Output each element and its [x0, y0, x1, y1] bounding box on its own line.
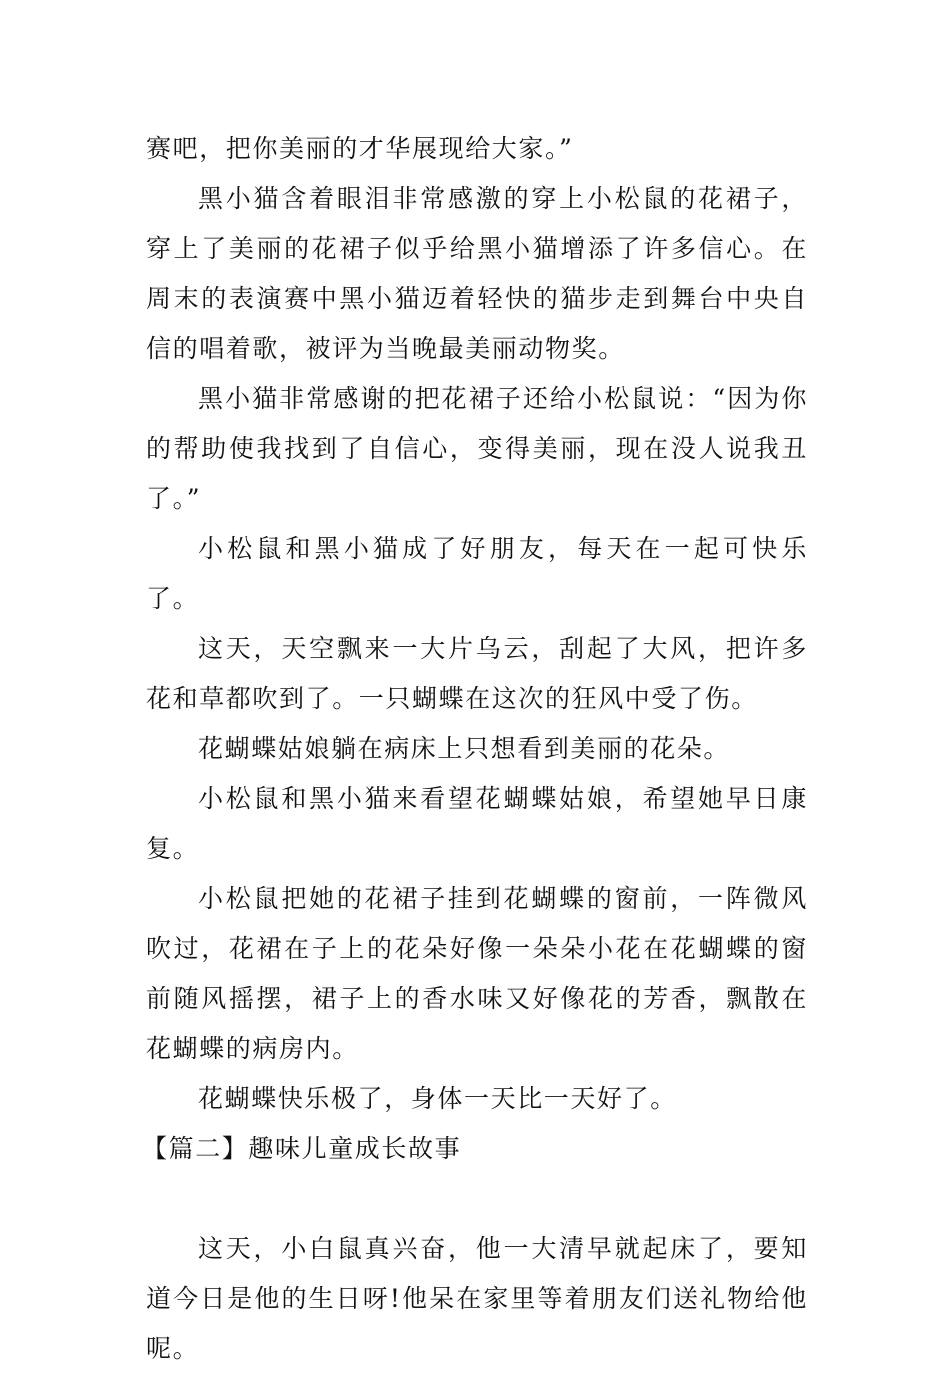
paragraph: 花蝴蝶姑娘躺在病床上只想看到美丽的花朵。	[198, 734, 731, 763]
paragraph: 小松鼠把她的花裙子挂到花蝴蝶的窗前，一阵微风吹过，花裙在子上的花朵好像一朵朵小花在花蝴蝶的窗前随风摇摆，裙子上的香水味又好像花的芳香，飘散在花蝴蝶的病房内。	[146, 884, 808, 1063]
paragraph-continuation: 赛吧，把你美丽的才华展现给大家。”	[146, 134, 574, 163]
paragraph: 这天，小白鼠真兴奋，他一大清早就起床了，要知道今日是他的生日呀!他呆在家里等着朋友们送礼物给他呢。	[146, 1234, 808, 1363]
paragraph: 黑小猫含着眼泪非常感激的穿上小松鼠的花裙子，穿上了美丽的花裙子似乎给黑小猫增添了许多信心。在周末的表演赛中黑小猫迈着轻快的猫步走到舞台中央自信的唱着歌，被评为当晚最美丽动物奖。	[146, 184, 808, 363]
paragraph: 花蝴蝶快乐极了，身体一天比一天好了。	[198, 1084, 677, 1113]
paragraph: 小松鼠和黑小猫来看望花蝴蝶姑娘，希望她早日康复。	[146, 784, 808, 863]
blank-line	[146, 1174, 808, 1224]
section-heading: 【篇二】趣味儿童成长故事	[142, 1134, 462, 1163]
paragraph: 这天，天空飘来一大片乌云，刮起了大风，把许多花和草都吹到了。一只蝴蝶在这次的狂风中受了伤。	[146, 634, 808, 713]
paragraph: 黑小猫非常感谢的把花裙子还给小松鼠说：“因为你的帮助使我找到了自信心，变得美丽，现在没人说我丑了。”	[146, 384, 808, 513]
paragraph: 小松鼠和黑小猫成了好朋友，每天在一起可快乐了。	[146, 534, 808, 613]
document-body	[142, 124, 808, 1374]
